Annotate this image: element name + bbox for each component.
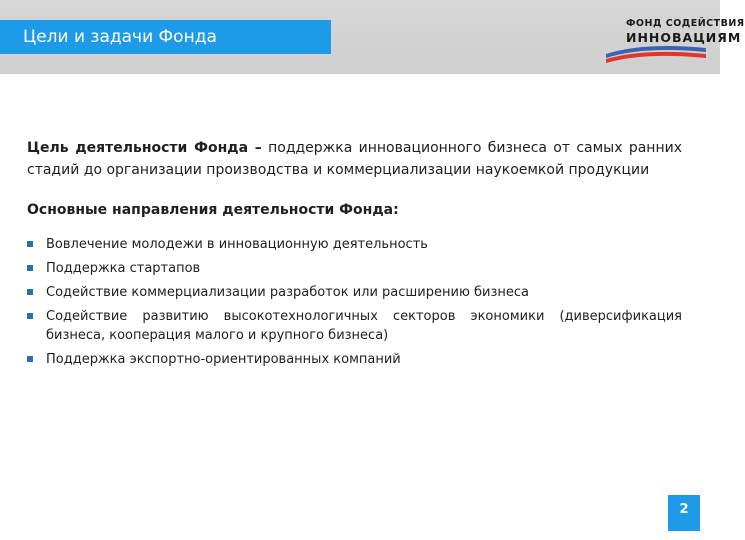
list-item — [27, 283, 682, 302]
slide-title: Цели и задачи Фонда — [0, 20, 331, 54]
list-item — [27, 259, 682, 278]
list-item-text: Поддержка экспортно-ориентированных компаний — [46, 352, 401, 367]
square-bullet-icon — [27, 356, 33, 362]
page-number: 2 — [668, 495, 700, 531]
list-item-text: Содействие развитию высокотехнологичных секторов экономики (диверсификация бизнеса, кооперация малого и крупного бизнеса) — [46, 309, 682, 343]
logo-text-line2: ИННОВАЦИЯМ — [626, 30, 742, 45]
directions-heading: Основные направления деятельности Фонда: — [27, 202, 399, 218]
list-item — [27, 350, 682, 369]
list-item-text: Содействие коммерциализации разработок или расширению бизнеса — [46, 285, 530, 300]
slide-content — [27, 137, 682, 374]
goal-paragraph — [27, 137, 682, 181]
square-bullet-icon — [27, 313, 33, 319]
list-item-text: Поддержка стартапов — [46, 261, 201, 276]
logo-flag-icon — [604, 42, 708, 68]
list-item — [27, 307, 682, 345]
logo-text-line1: ФОНД СОДЕЙСТВИЯ — [626, 18, 745, 29]
square-bullet-icon — [27, 289, 33, 295]
directions-list — [27, 235, 682, 369]
list-item-text: Вовлечение молодежи в инновационную деятельность — [46, 237, 428, 252]
square-bullet-icon — [27, 265, 33, 271]
goal-text: поддержка инновационного бизнеса от самых ранних стадий до организации производства и коммерциализации наукоемкой продукции — [27, 140, 682, 178]
goal-bold: Цель деятельности Фонда – — [27, 140, 262, 156]
list-item — [27, 235, 682, 254]
square-bullet-icon — [27, 241, 33, 247]
fund-logo — [600, 18, 745, 66]
